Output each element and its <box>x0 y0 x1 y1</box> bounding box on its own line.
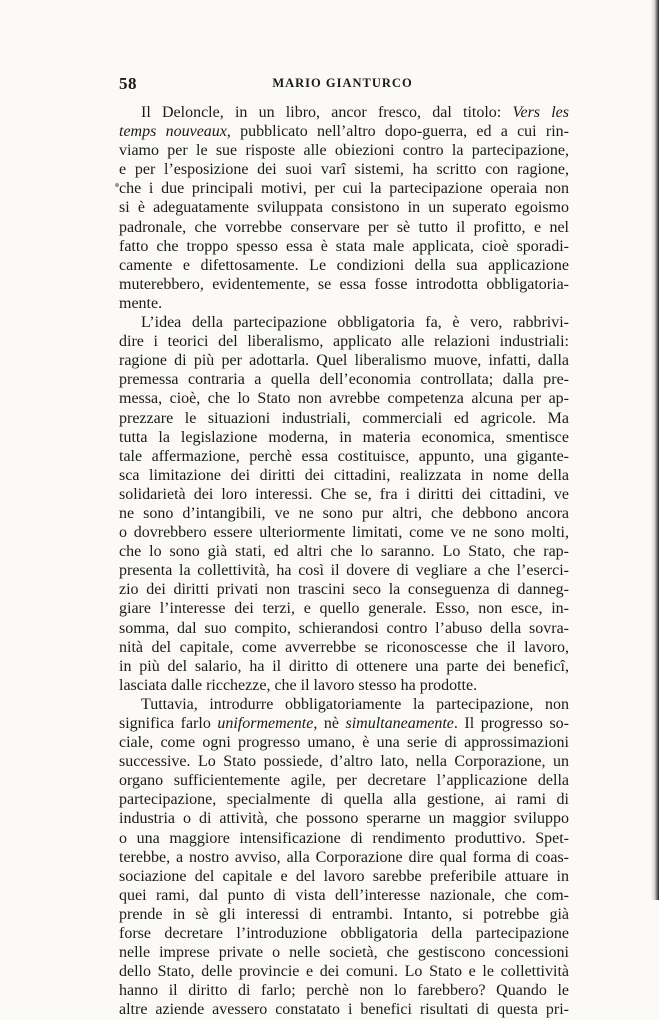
text-line: quei rami, dal punto di vista dell’interesse nazionale, che com- <box>119 886 569 904</box>
italic-emphasis: simultaneamente <box>345 715 454 732</box>
text-line: ne sono d’intangibili, ve ne sono pur altri, che debbono ancora <box>119 504 569 522</box>
text-line: muterebbero, evidentemente, se essa fosse introdotta obbligatoria- <box>119 275 569 293</box>
text-line: Il Deloncle, in un libro, ancor fresco, dal titolo: Vers les <box>141 104 570 121</box>
text-line: che lo sono già stati, ed altri che lo saranno. Lo Stato, che rap- <box>119 543 569 561</box>
text-line: e per l’esposizione dei suoi varî sistemi, ha scritto con ragione, <box>119 161 569 179</box>
text-line: prezzare le situazioni industriali, commerciali ed agricole. Ma <box>119 409 569 427</box>
text-line: in più del salario, ha il diritto di ottenere una parte dei beneficî, <box>119 657 569 675</box>
text-line: L’idea della partecipazione obbligatoria fa, è vero, rabbrivi- <box>141 314 569 332</box>
text-line: sca limitazione dei diritti dei cittadini, realizzata in nome della <box>119 466 569 484</box>
text-line: ragione di più per adottarla. Quel liberalismo muove, infatti, dalla <box>119 352 569 370</box>
italic-emphasis: Vers les <box>512 104 570 121</box>
text-line: o una maggiore intensificazione di rendimento produttivo. Spet- <box>119 829 569 847</box>
running-head: MARIO GIANTURCO <box>272 76 413 90</box>
text-line: prende in sè gli interessi di entrambi. Intanto, si potrebbe già <box>119 905 569 923</box>
text-line: fatto che troppo spesso essa è stata male applicata, cioè sporadi- <box>119 237 569 255</box>
text-line: o dovrebbero essere ulteriormente limitati, come ve ne sono molti, <box>119 524 569 542</box>
text-line: che i due principali motivi, per cui la partecipazione operaia non <box>119 180 569 198</box>
text-line: tutta la legislazione moderna, in materia economica, smentisce <box>119 428 569 446</box>
text-line: successive. Lo Stato possiede, d’altro lato, nella Corporazione, un <box>119 753 569 771</box>
text-line: organo sufficientemente agile, per decretare l’applicazione della <box>119 772 569 790</box>
text-line: messa, cioè, che lo Stato non avrebbe competenza alcuna per ap- <box>119 390 569 408</box>
text-line: presenta la collettività, ha così il dovere di vegliare a che l’eserci- <box>119 562 569 580</box>
text-line: premessa contraria a quella dell’economia controllata; dalla pre- <box>119 371 569 389</box>
page-header <box>119 74 566 96</box>
text-line: viamo per le sue risposte alle obiezioni contro la partecipazione, <box>119 142 569 160</box>
text-line: lasciata dalle ricchezze, che il lavoro stesso ha prodotte. <box>119 676 478 694</box>
italic-emphasis: uniformemente <box>217 715 314 732</box>
text-line: nità del capitale, come avverrebbe se riconoscesse che il lavoro, <box>119 638 569 656</box>
text-line: Tuttavia, introdurre obbligatoriamente la partecipazione, non <box>141 695 569 713</box>
text-line: dire i teorici del liberalismo, applicato alle relazioni industriali: <box>119 333 569 351</box>
body-text <box>119 103 569 1020</box>
text-line: altre aziende avessero constatato i benefici risultati di questa pri- <box>119 1001 569 1019</box>
text-line: sociazione del capitale e del lavoro sarebbe preferibile attuare in <box>119 867 569 885</box>
text-line: si è adeguatamente sviluppata consistono in un superato egoismo <box>119 199 569 217</box>
text-line: partecipazione, specialmente di quella alla gestione, ai rami di <box>119 791 569 809</box>
text-line: ciale, come ogni progresso umano, è una serie di approssimazioni <box>119 734 569 752</box>
text-line: dello Stato, delle provincie e dei comuni. Lo Stato e le collettività <box>119 963 569 981</box>
text-line: forse decretare l’introduzione obbligatoria della partecipazione <box>119 925 569 943</box>
paragraph-3 <box>119 695 569 1020</box>
paragraph-2 <box>119 313 569 695</box>
text-line: padronale, che vorrebbe conservare per sè tutto il profitto, e nel <box>119 218 569 236</box>
text-line: mente. <box>119 294 163 312</box>
page-number: 58 <box>119 74 137 93</box>
text-line: significa farlo uniformemente, nè simultaneamente. Il progresso so- <box>119 715 570 732</box>
paragraph-1 <box>119 103 569 313</box>
text-line: hanno il diritto di farlo; perchè non lo farebbero? Quando le <box>119 982 569 1000</box>
text-line: camente e difettosamente. Le condizioni della sua applicazione <box>119 256 569 274</box>
text-line: industria o di attività, che possono sperarne un maggior sviluppo <box>119 810 569 828</box>
text-line: temps nouveaux, pubblicato nell’altro dopo-guerra, ed a cui rin- <box>119 123 569 141</box>
text-line: giare l’interesse dei terzi, e quello generale. Esso, non esce, in- <box>119 600 569 618</box>
text-line: somma, dal suo compito, schierandosi contro l’abuso della sovra- <box>119 619 569 637</box>
text-line: solidarietà dei loro interessi. Che se, fra i diritti dei cittadini, ve <box>119 485 569 503</box>
text-line: tale affermazione, perchè essa costituisce, appunto, una gigante- <box>119 447 569 465</box>
text-line: nelle imprese private o nelle società, che gestiscono concessioni <box>119 944 569 962</box>
italic-emphasis: temps nouveaux <box>119 123 227 141</box>
text-line: zio dei diritti privati non trascini seco la conseguenza di danneg- <box>119 581 569 599</box>
text-line: terebbe, a nostro avviso, alla Corporazione dire qual forma di coas- <box>119 848 569 866</box>
page-edge-shadow <box>651 0 659 900</box>
